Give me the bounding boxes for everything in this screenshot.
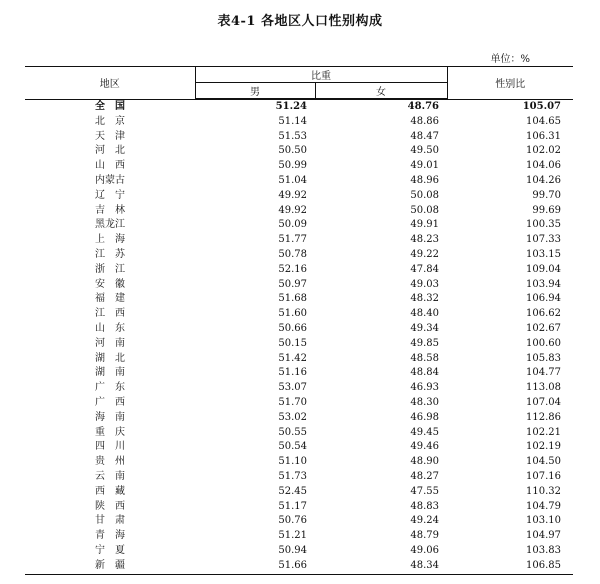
- male-cell: 50.99: [278, 160, 307, 172]
- table-row: [25, 500, 573, 515]
- male-cell: 53.07: [278, 382, 307, 394]
- region-cell: 福 建: [95, 293, 125, 305]
- table-row: [25, 352, 573, 367]
- ratio-cell: 113.08: [526, 382, 561, 394]
- male-cell: 49.92: [278, 189, 307, 201]
- female-cell: 48.96: [410, 174, 439, 186]
- ratio-cell: 104.65: [526, 115, 561, 127]
- ratio-cell: 112.86: [526, 411, 561, 423]
- ratio-cell: 102.02: [526, 145, 561, 157]
- header-ratio: 性别比: [447, 67, 573, 99]
- table-row: [25, 218, 573, 233]
- ratio-cell: 107.04: [526, 396, 561, 408]
- table-row: [25, 159, 573, 174]
- female-cell: 48.90: [410, 456, 439, 468]
- region-cell: 四 川: [95, 441, 125, 453]
- region-cell: 上 海: [95, 234, 125, 246]
- ratio-cell: 106.94: [526, 293, 561, 305]
- female-cell: 49.22: [410, 248, 439, 260]
- female-cell: 50.08: [410, 189, 439, 201]
- female-cell: 48.86: [410, 115, 439, 127]
- male-cell: 50.55: [278, 426, 307, 438]
- male-cell: 51.17: [278, 500, 307, 512]
- table-row: [25, 485, 573, 500]
- region-cell: 重 庆: [95, 426, 125, 438]
- region-cell: 新 疆: [25, 559, 195, 574]
- region-cell: 内蒙古: [95, 174, 125, 186]
- table-row: [25, 233, 573, 248]
- region-cell: 贵 州: [95, 456, 125, 468]
- female-cell: 48.76: [407, 101, 439, 112]
- male-cell: 50.54: [278, 441, 307, 453]
- female-cell: 48.30: [410, 396, 439, 408]
- table-row: [25, 174, 573, 189]
- ratio-cell: 106.85: [447, 559, 573, 574]
- table-row: [25, 130, 573, 145]
- male-cell: 53.02: [278, 411, 307, 423]
- male-cell: 50.09: [278, 219, 307, 231]
- table-row: [25, 440, 573, 455]
- ratio-cell: 103.94: [526, 278, 561, 290]
- region-cell: 山 东: [95, 322, 125, 334]
- ratio-cell: 104.97: [526, 530, 561, 542]
- region-cell: 云 南: [95, 470, 125, 482]
- male-cell: 49.92: [278, 204, 307, 216]
- region-cell: 海 南: [95, 411, 125, 423]
- male-cell: 50.50: [278, 145, 307, 157]
- table-row: [25, 307, 573, 322]
- male-cell: 51.77: [278, 234, 307, 246]
- male-cell: 50.94: [278, 544, 307, 556]
- female-cell: 48.58: [410, 352, 439, 364]
- female-cell: 49.45: [410, 426, 439, 438]
- female-cell: 48.84: [410, 367, 439, 379]
- region-cell: 辽 宁: [95, 189, 125, 201]
- female-cell: 49.06: [410, 544, 439, 556]
- table-row: [25, 189, 573, 204]
- female-cell: 47.55: [410, 485, 439, 497]
- male-cell: 50.66: [278, 322, 307, 334]
- header-male: 男: [195, 83, 315, 99]
- female-cell: 48.79: [410, 530, 439, 542]
- ratio-cell: 107.16: [526, 470, 561, 482]
- ratio-cell: 103.15: [526, 248, 561, 260]
- region-cell: 全 国: [95, 101, 125, 112]
- female-cell: 46.93: [410, 382, 439, 394]
- region-cell: 吉 林: [95, 204, 125, 216]
- ratio-cell: 107.33: [526, 234, 561, 246]
- ratio-cell: 102.67: [526, 322, 561, 334]
- male-cell: 51.66: [195, 559, 315, 574]
- ratio-cell: 99.69: [532, 204, 561, 216]
- unit-label: 单位：%: [490, 54, 530, 65]
- table-row: [25, 144, 573, 159]
- region-cell: 河 北: [95, 145, 125, 157]
- female-cell: 48.40: [410, 308, 439, 320]
- female-cell: 48.23: [410, 234, 439, 246]
- region-cell: 宁 夏: [95, 544, 125, 556]
- page-title: 表4-1 各地区人口性别构成: [217, 14, 383, 29]
- region-cell: 西 藏: [95, 485, 125, 497]
- table-row: [25, 278, 573, 293]
- female-cell: 49.91: [410, 219, 439, 231]
- region-cell: 安 徽: [95, 278, 125, 290]
- male-cell: 51.14: [278, 115, 307, 127]
- table-row: [25, 248, 573, 263]
- female-cell: 48.32: [410, 293, 439, 305]
- table-row: [25, 455, 573, 470]
- table-row: [25, 115, 573, 130]
- male-cell: 51.68: [278, 293, 307, 305]
- ratio-cell: 106.31: [526, 130, 561, 142]
- female-cell: 50.08: [410, 204, 439, 216]
- region-cell: 江 西: [95, 308, 125, 320]
- table-header: [25, 67, 573, 100]
- male-cell: 51.16: [278, 367, 307, 379]
- male-cell: 51.24: [275, 101, 307, 112]
- region-cell: 甘 肃: [95, 515, 125, 527]
- female-cell: 48.27: [410, 470, 439, 482]
- population-sex-table: [25, 66, 573, 575]
- male-cell: 51.04: [278, 174, 307, 186]
- male-cell: 50.97: [278, 278, 307, 290]
- table-row: [25, 292, 573, 307]
- region-cell: 江 苏: [95, 248, 125, 260]
- ratio-cell: 102.19: [526, 441, 561, 453]
- header-region: 地区: [25, 67, 195, 99]
- ratio-cell: 99.70: [532, 189, 561, 201]
- table-row: [25, 470, 573, 485]
- table-row: [25, 337, 573, 352]
- female-cell: 49.46: [410, 441, 439, 453]
- ratio-cell: 100.35: [526, 219, 561, 231]
- ratio-cell: 105.07: [522, 101, 561, 112]
- region-cell: 北 京: [95, 115, 125, 127]
- male-cell: 52.45: [278, 485, 307, 497]
- table-row: [25, 426, 573, 441]
- region-cell: 河 南: [95, 337, 125, 349]
- region-cell: 湖 南: [95, 367, 125, 379]
- ratio-cell: 105.83: [526, 352, 561, 364]
- ratio-cell: 104.77: [526, 367, 561, 379]
- table-row: [25, 544, 573, 559]
- table-row: [25, 204, 573, 219]
- male-cell: 51.73: [278, 470, 307, 482]
- male-cell: 51.10: [278, 456, 307, 468]
- ratio-cell: 102.21: [526, 426, 561, 438]
- table-body: [25, 100, 573, 575]
- region-cell: 山 西: [95, 160, 125, 172]
- table-row: [25, 263, 573, 278]
- male-cell: 51.21: [278, 530, 307, 542]
- header-female: 女: [315, 83, 447, 99]
- table-row: [25, 529, 573, 544]
- ratio-cell: 110.32: [526, 485, 561, 497]
- female-cell: 49.34: [410, 322, 439, 334]
- ratio-cell: 106.62: [526, 308, 561, 320]
- male-cell: 51.60: [278, 308, 307, 320]
- region-cell: 青 海: [95, 530, 125, 542]
- population-table-container: [25, 66, 573, 575]
- ratio-cell: 104.06: [526, 160, 561, 172]
- region-cell: 天 津: [95, 130, 125, 142]
- female-cell: 48.47: [410, 130, 439, 142]
- table-row: [25, 366, 573, 381]
- table-row: [25, 381, 573, 396]
- female-cell: 49.50: [410, 145, 439, 157]
- region-cell: 广 东: [95, 382, 125, 394]
- ratio-cell: 104.79: [526, 500, 561, 512]
- header-share: 比重: [195, 67, 447, 83]
- male-cell: 50.15: [278, 337, 307, 349]
- table-row: [25, 396, 573, 411]
- male-cell: 52.16: [278, 263, 307, 275]
- ratio-cell: 104.26: [526, 174, 561, 186]
- ratio-cell: 103.83: [526, 544, 561, 556]
- male-cell: 50.78: [278, 248, 307, 260]
- ratio-cell: 103.10: [526, 515, 561, 527]
- female-cell: 49.03: [410, 278, 439, 290]
- ratio-cell: 109.04: [526, 263, 561, 275]
- female-cell: 46.98: [410, 411, 439, 423]
- table-row: [25, 559, 573, 574]
- table-row-total: [25, 100, 573, 115]
- female-cell: 48.34: [315, 559, 447, 574]
- table-row: [25, 322, 573, 337]
- female-cell: 47.84: [410, 263, 439, 275]
- region-cell: 广 西: [95, 396, 125, 408]
- table-row: [25, 411, 573, 426]
- table-row: [25, 514, 573, 529]
- region-cell: 湖 北: [95, 352, 125, 364]
- female-cell: 49.85: [410, 337, 439, 349]
- male-cell: 50.76: [278, 515, 307, 527]
- region-cell: 黑龙江: [95, 219, 125, 231]
- female-cell: 49.01: [410, 160, 439, 172]
- female-cell: 49.24: [410, 515, 439, 527]
- male-cell: 51.42: [278, 352, 307, 364]
- ratio-cell: 104.50: [526, 456, 561, 468]
- male-cell: 51.53: [278, 130, 307, 142]
- ratio-cell: 100.60: [526, 337, 561, 349]
- female-cell: 48.83: [410, 500, 439, 512]
- region-cell: 陕 西: [95, 500, 125, 512]
- male-cell: 51.70: [278, 396, 307, 408]
- region-cell: 浙 江: [95, 263, 125, 275]
